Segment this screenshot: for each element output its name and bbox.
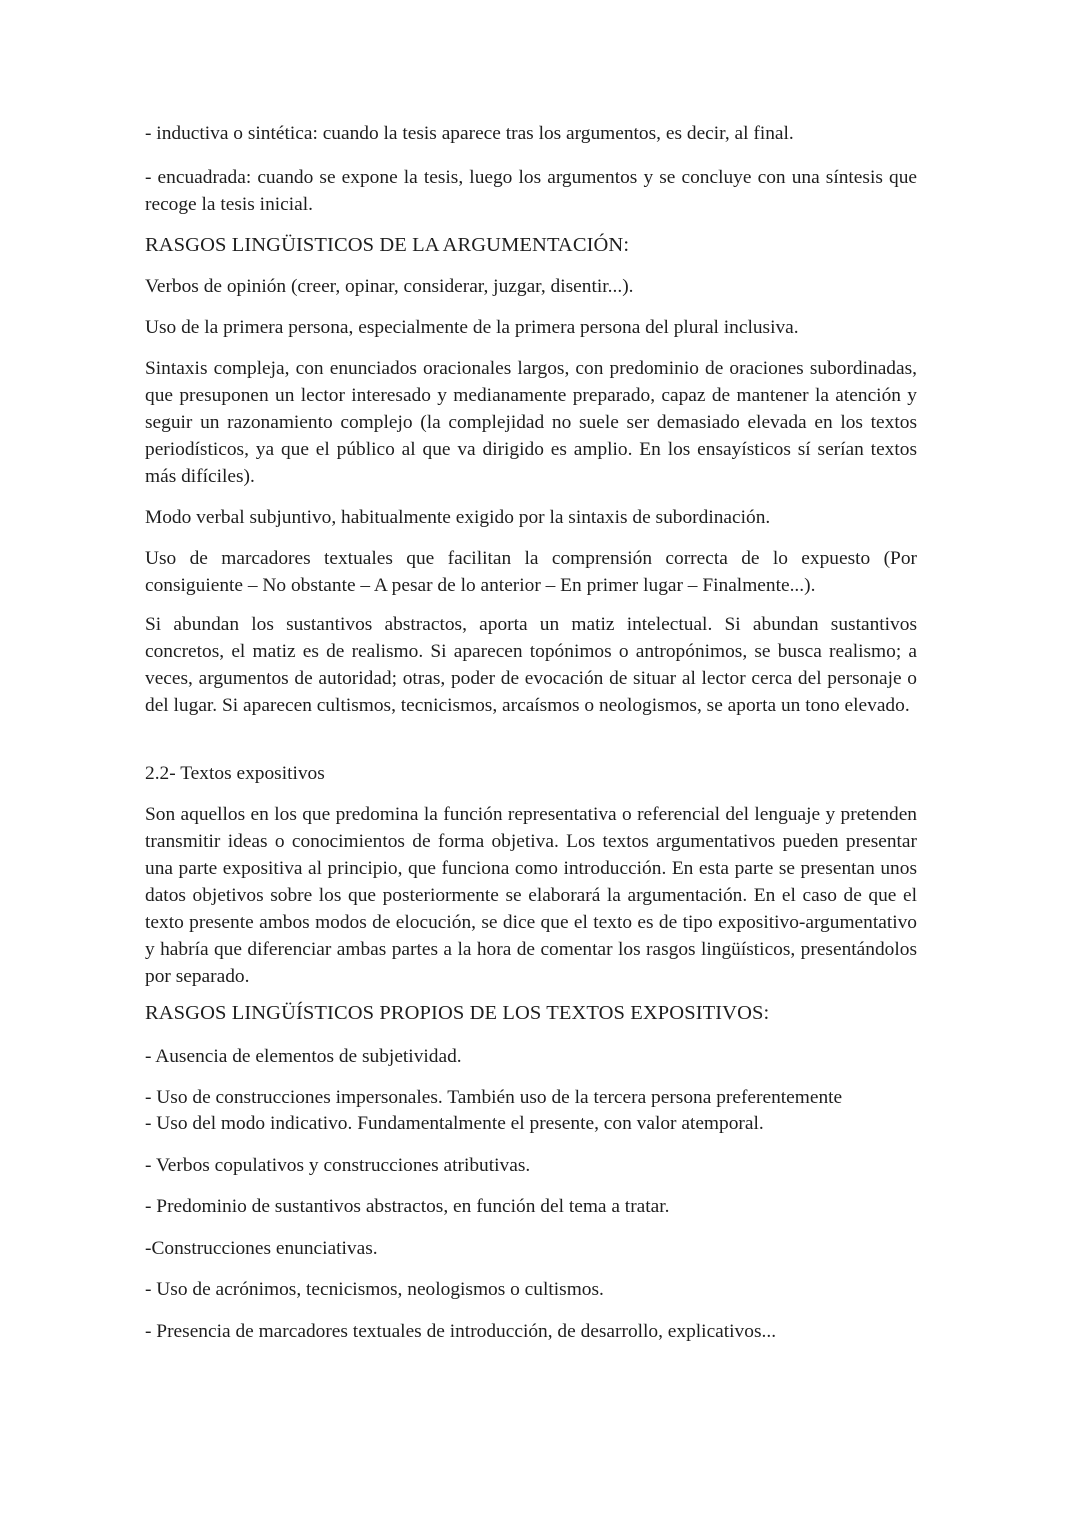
list-item-impersonales: - Uso de construcciones impersonales. También uso de la tercera persona preferentemente [145,1087,843,1108]
list-item-enunciativas: -Construcciones enunciativas. [145,1238,378,1259]
paragraph-modo-subjuntivo: Modo verbal subjuntivo, habitualmente exigido por la sintaxis de subordinación. [145,507,771,528]
list-item-sustantivos-abstractos: - Predominio de sustantivos abstractos, en función del tema a tratar. [145,1196,670,1217]
paragraph-sintaxis-compleja: Sintaxis compleja, con enunciados oracionales largos, con predominio de oraciones subordinadas, que presuponen un lector interesado y medianamente preparado, capaz de mantener la atención y seguir un razonamiento complejo (la complejidad no suele ser demasiado elevada en los textos periodísticos, ya que el público al que va dirigido es amplio. En los ensayísticos sí serían textos más difíciles). [145,358,917,487]
paragraph-sustantivos: Si abundan los sustantivos abstractos, aporta un matiz intelectual. Si abundan sustantivos concretos, el matiz es de realismo. Si aparecen topónimos o antropónimos, se busca realismo; a veces, argumentos de autoridad; otras, poder de evocación de situar al lector cerca del personaje o del lugar. Si aparecen cultismos, tecnicismos, arcaísmos o neologismos, se aporta un tono elevado. [145,614,917,716]
paragraph-definicion-expositivos: Son aquellos en los que predomina la función representativa o referencial del lenguaje y pretenden transmitir ideas o conocimientos de forma objetiva. Los textos argumentativos pueden presentar una parte expositiva al principio, que funciona como introducción. En esta parte se presentan unos datos objetivos sobre los que posteriormente se elaborará la argumentación. En el caso de que el texto presente ambos modos de elocución, se dice que el texto es de tipo expositivo-argumentativo y habría que diferenciar ambas partes a la hora de comentar los rasgos lingüísticos, presentándolos por separado. [145,804,917,987]
heading-rasgos-expositivos: RASGOS LINGÜÍSTICOS PROPIOS DE LOS TEXTOS EXPOSITIVOS: [145,1002,770,1024]
paragraph-primera-persona: Uso de la primera persona, especialmente de la primera persona del plural inclusiva. [145,317,799,338]
section-title-textos-expositivos: 2.2- Textos expositivos [145,763,325,784]
list-item-indicativo: - Uso del modo indicativo. Fundamentalmente el presente, con valor atemporal. [145,1113,764,1134]
paragraph-encuadrada: - encuadrada: cuando se expone la tesis, luego los argumentos y se concluye con una síntesis que recoge la tesis inicial. [145,167,917,215]
list-item-copulativos: - Verbos copulativos y construcciones atributivas. [145,1155,531,1176]
list-item-acronimos: - Uso de acrónimos, tecnicismos, neologismos o cultismos. [145,1279,604,1300]
list-item-ausencia: - Ausencia de elementos de subjetividad. [145,1046,462,1067]
paragraph-verbos-opinion: Verbos de opinión (creer, opinar, considerar, juzgar, disentir...). [145,276,634,297]
heading-rasgos-argumentacion: RASGOS LINGÜISTICOS DE LA ARGUMENTACIÓN: [145,234,630,256]
paragraph-marcadores: Uso de marcadores textuales que facilitan la comprensión correcta de lo expuesto (Por consiguiente – No obstante – A pesar de lo anterior – En primer lugar – Finalmente...). [145,548,917,596]
paragraph-inductiva: - inductiva o sintética: cuando la tesis aparece tras los argumentos, es decir, al final. [145,123,794,144]
list-item-marcadores: - Presencia de marcadores textuales de introducción, de desarrollo, explicativos... [145,1321,777,1342]
